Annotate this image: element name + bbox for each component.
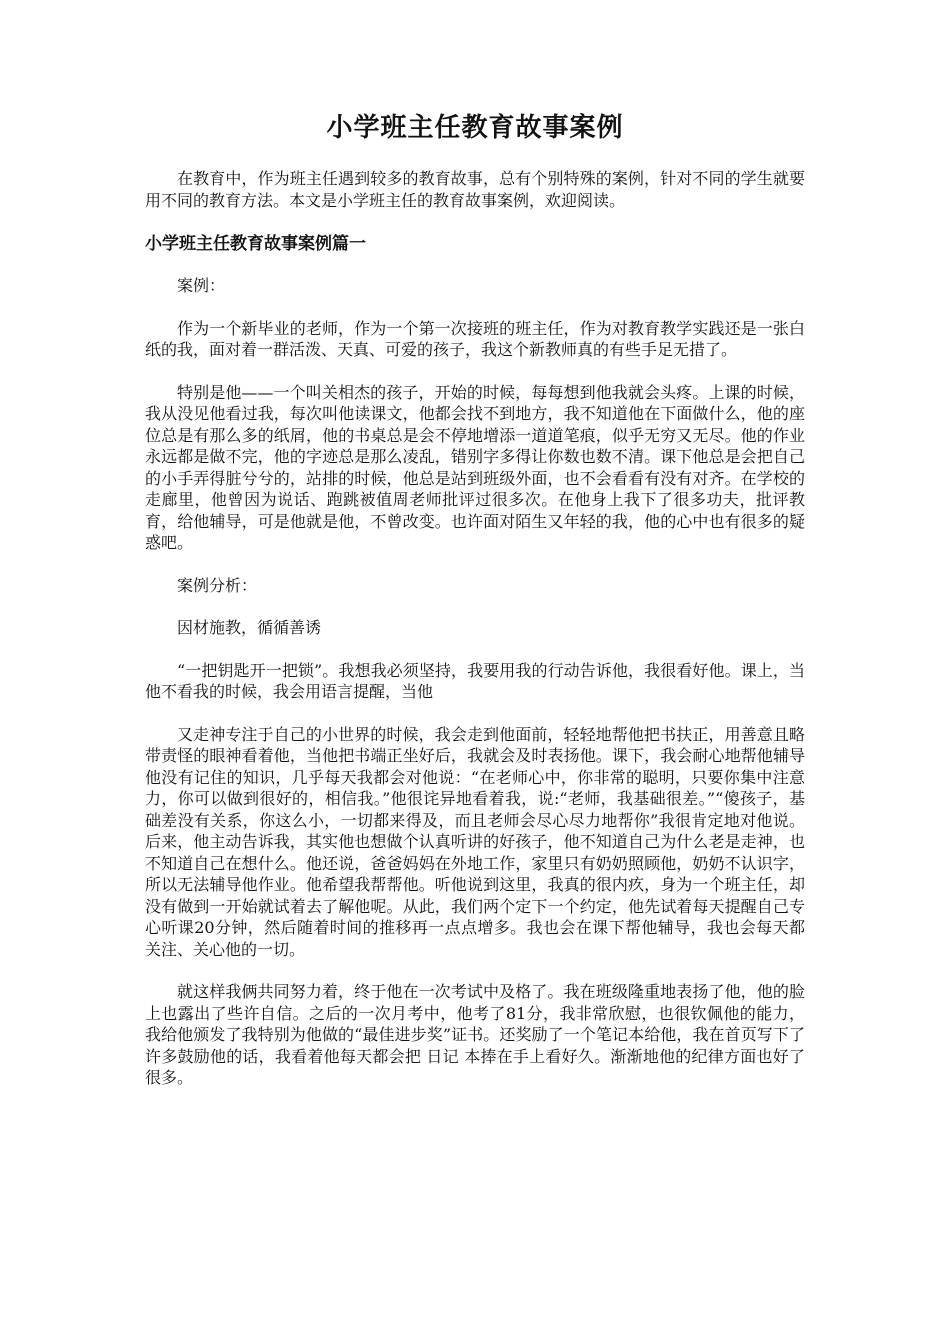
analysis-subtitle: 因材施教，循循善诱 — [177, 618, 322, 637]
document-page — [145, 110, 805, 1110]
body-paragraph: 又走神专注于自己的小世界的时候，我会走到他面前，轻轻地帮他把书扶正，用善意且略带责怪的眼神看着他，当他把书端正坐好后，我就会及时表扬他。课下，我会耐心地帮他辅导他没有记住的知识，几乎每天我都会对他说：“在老师心中，你非常的聪明，只要你集中注意力，你可以做到很好的，相信我。”他很诧异地看着我，说:“老师，我基础很差。”“傻孩子，基础差没有关系，你这么小，一切都来得及，而且老师会尽心尽力地帮你”我很肯定地对他说。后来，他主动告诉我，其实他也想做个认真听讲的好孩子，他不知道自己为什么老是走神，也不知道自己在想什么。他还说，爸爸妈妈在外地工作，家里只有奶奶照顾他，奶奶不认识字，所以无法辅导他作业。他希望我帮帮他。听他说到这里，我真的很内疚，身为一个班主任，却没有做到一开始就试着去了解他呢。从此，我们两个定下一个约定，他先试着每天提醒自己专心听课20分钟，然后随着时间的推移再一点点增多。我也会在课下帮他辅导，我也会每天都关注、关心他的一切。 — [145, 724, 805, 959]
body-paragraph: 特别是他——一个叫关相杰的孩子，开始的时候，每每想到他我就会头疼。上课的时候，我从没见他看过我，每次叫他读课文，他都会找不到地方，我不知道他在下面做什么，他的座位总是有那么多的纸屑，他的书桌总是会不停地增添一道道笔痕，似乎无穷又无尽。他的作业永远都是做不完，他的字迹总是那么凌乱，错别字多得让你数也数不清。课下他总是会把自己的小手弄得脏兮兮的，站排的时候，他总是站到班级外面，也不会看看有没有对齐。在学校的走廊里，他曾因为说话、跑跳被值周老师批评过很多次。在他身上我下了很多功夫，批评教育，给他辅导，可是他就是他，不曾改变。也许面对陌生又年轻的我，他的心中也有很多的疑惑吧。 — [145, 382, 805, 552]
intro-paragraph: 在教育中，作为班主任遇到较多的教育故事，总有个别特殊的案例，针对不同的学生就要用不同的教育方法。本文是小学班主任的教育故事案例，欢迎阅读。 — [145, 169, 805, 210]
body-paragraph: 就这样我俩共同努力着，终于他在一次考试中及格了。我在班级隆重地表扬了他，他的脸上也露出了些许自信。之后的一次月考中，他考了81分，我非常欣慰，也很钦佩他的能力，我给他颁发了我特别为他做的“最佳进步奖”证书。还奖励了一个笔记本给他，我在首页写下了许多鼓励他的话，我看着他每天都会把 日记 本捧在手上看好久。渐渐地他的纪律方面也好了很多。 — [145, 982, 805, 1087]
document-title: 小学班主任教育故事案例 — [326, 113, 624, 143]
body-paragraph: “一把钥匙开一把锁”。我想我必须坚持，我要用我的行动告诉他，我很看好他。课上，当他不看我的时候，我会用语言提醒，当他 — [145, 660, 805, 701]
section-heading: 小学班主任教育故事案例篇一 — [145, 234, 366, 254]
body-paragraph: 作为一个新毕业的老师，作为一个第一次接班的班主任，作为对教育教学实践还是一张白纸的我，面对着一群活泼、天真、可爱的孩子，我这个新教师真的有些手足无措了。 — [145, 318, 805, 359]
analysis-label: 案例分析： — [177, 575, 258, 595]
case-label: 案例： — [177, 276, 226, 295]
